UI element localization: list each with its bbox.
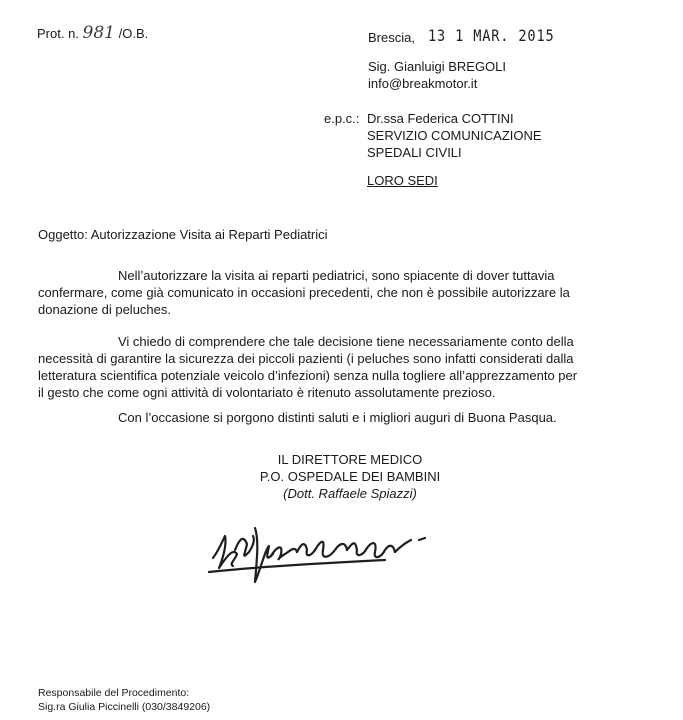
body-line: confermare, come già comunicato in occasioni precedenti, che non è possibile autorizzare la <box>38 285 570 300</box>
body-line: Nell’autorizzare la visita ai reparti pediatrici, sono spiacente di dover tuttavia <box>118 268 555 283</box>
place-label: Brescia, <box>368 30 415 45</box>
signature-unit: P.O. OSPEDALE DEI BAMBINI <box>259 469 441 484</box>
protocol-number: 981 <box>82 23 115 43</box>
protocol-suffix: /O.B. <box>118 26 149 41</box>
body-line: donazione di peluches. <box>38 302 171 317</box>
handwritten-signature <box>205 510 435 590</box>
cc-line: SERVIZIO COMUNICAZIONE <box>367 128 542 143</box>
cc-line: SPEDALI CIVILI <box>367 145 462 160</box>
cc-line: Dr.ssa Federica COTTINI <box>367 111 514 126</box>
body-line: necessità di garantire la sicurezza dei piccoli pazienti (i peluches sono infatti considerati dalla <box>38 351 574 366</box>
body-line: letteratura scientifica potenziale veicolo d’infezioni) senza nulla togliere all’apprezzamento per <box>38 368 578 383</box>
body-paragraph-1 <box>38 267 638 318</box>
protocol-label: Prot. n. <box>37 26 79 41</box>
body-line: Vi chiedo di comprendere che tale decisione tiene necessariamente conto della <box>118 334 574 349</box>
subject-line: Oggetto: Autorizzazione Visita ai Reparti Pediatrici <box>38 227 328 242</box>
cc-label: e.p.c.: <box>324 111 360 126</box>
body-line: il gesto che come ogni attività di volontariato è ritenuto assolutamente prezioso. <box>38 385 496 400</box>
footer-label: Responsabile del Procedimento: <box>38 687 190 699</box>
signature-block <box>240 451 460 502</box>
date-stamp: 13 1 MAR. 2015 <box>428 26 555 45</box>
protocol-line <box>37 25 148 42</box>
body-paragraph-3: Con l’occasione si porgono distinti saluti e i migliori auguri di Buona Pasqua. <box>118 410 557 425</box>
signature-name: (Dott. Raffaele Spiazzi) <box>283 486 417 501</box>
recipient-name: Sig. Gianluigi BREGOLI <box>368 59 507 74</box>
cc-footer: LORO SEDI <box>367 173 438 188</box>
body-paragraph-2 <box>38 333 638 401</box>
signature-title: IL DIRETTORE MEDICO <box>277 452 423 467</box>
footer-contact: Sig.ra Giulia Piccinelli (030/3849206) <box>38 701 211 713</box>
recipient-email: info@breakmotor.it <box>368 76 478 91</box>
